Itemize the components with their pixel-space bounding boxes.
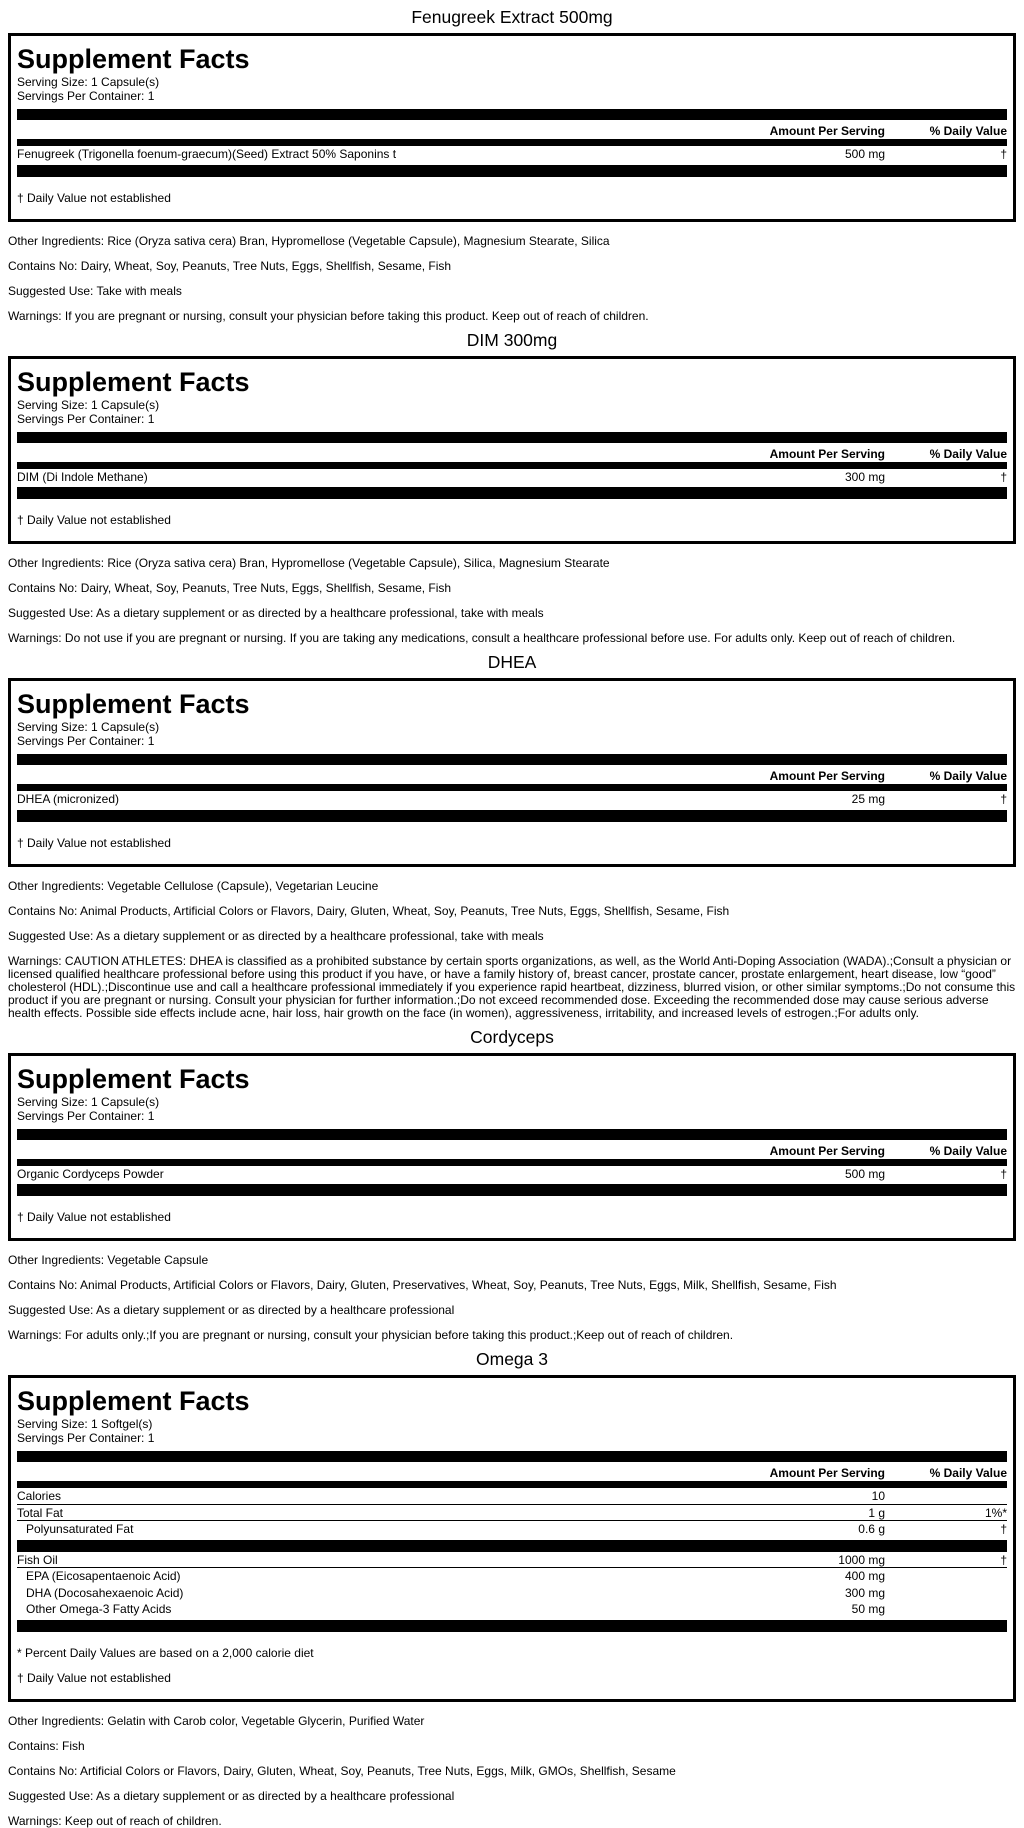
other-ingredients: Other Ingredients: Vegetable Capsule <box>8 1253 209 1267</box>
daily-value-header: % Daily Value <box>929 446 1007 461</box>
nutrient-name: Organic Cordyceps Powder <box>17 1166 164 1181</box>
warnings: Warnings: If you are pregnant or nursing, consult your physician before taking this product. Keep out of reach of children. <box>8 308 649 323</box>
warnings: Warnings: Keep out of reach of children. <box>8 1813 222 1828</box>
servings-per-container: Servings Per Container: 1 <box>17 734 155 748</box>
nutrient-dv: 1%* <box>984 1505 1007 1520</box>
suggested-use: Suggested Use: As a dietary supplement or as directed by a healthcare professional, take with meals <box>8 606 544 620</box>
product-info <box>8 880 1016 1020</box>
product-dhea <box>8 645 1016 1020</box>
amount-per-serving-header: Amount Per Serving <box>769 124 885 138</box>
nutrient-row <box>17 1568 1007 1585</box>
suggested-use: Suggested Use: As a dietary supplement or as directed by a healthcare professional, take with meals <box>8 928 544 943</box>
servings-per-container: Servings Per Container: 1 <box>17 89 155 103</box>
divider-bar <box>17 1159 1007 1166</box>
facts-heading: Supplement Facts <box>17 1063 250 1094</box>
product-info <box>8 235 1016 323</box>
dv-footnote: † Daily Value not established <box>17 1670 171 1685</box>
nutrient-dv: † <box>1000 792 1007 806</box>
nutrient-row <box>17 1488 1007 1505</box>
suggested-use: Suggested Use: As a dietary supplement or as directed by a healthcare professional <box>8 1303 455 1317</box>
serving-size: Serving Size: 1 Capsule(s) <box>17 720 160 734</box>
contains-no: Contains No: Dairy, Wheat, Soy, Peanuts, Tree Nuts, Eggs, Shellfish, Sesame, Fish <box>8 258 452 273</box>
divider-bar <box>17 462 1007 469</box>
product-omega-3 <box>8 1342 1016 1828</box>
amount-per-serving-header: Amount Per Serving <box>769 769 885 783</box>
daily-value-header: % Daily Value <box>929 124 1007 138</box>
serving-size: Serving Size: 1 Softgel(s) <box>17 1417 153 1431</box>
nutrient-dv: † <box>1000 147 1007 161</box>
nutrient-dv: † <box>1000 1166 1007 1181</box>
contains: Contains: Fish <box>8 1738 85 1753</box>
supplement-facts-panel <box>8 33 1016 222</box>
serving-size: Serving Size: 1 Capsule(s) <box>17 397 160 412</box>
suggested-use: Suggested Use: As a dietary supplement or as directed by a healthcare professional <box>8 1788 455 1803</box>
facts-heading: Supplement Facts <box>17 366 250 397</box>
suggested-use: Suggested Use: Take with meals <box>8 283 182 298</box>
product-title: Omega 3 <box>476 1349 548 1369</box>
dv-footnote: † Daily Value not established <box>17 1210 171 1224</box>
nutrient-amount: 300 mg <box>844 469 885 484</box>
nutrient-row <box>17 791 1007 808</box>
divider-bar <box>17 1620 1007 1632</box>
supplement-facts-panel <box>8 356 1016 545</box>
product-cordyceps <box>8 1020 1016 1343</box>
nutrient-amount: 500 mg <box>844 1166 885 1181</box>
facts-heading: Supplement Facts <box>17 44 250 74</box>
product-title: DIM 300mg <box>466 329 558 350</box>
product-dim <box>8 323 1016 646</box>
nutrient-row <box>17 1505 1007 1522</box>
product-title: Fenugreek Extract 500mg <box>411 7 613 27</box>
divider-bar <box>17 810 1007 822</box>
nutrient-dv <box>885 1568 1007 1585</box>
facts-heading: Supplement Facts <box>17 689 250 719</box>
nutrient-amount: 50 mg <box>851 1602 885 1616</box>
nutrient-row <box>17 1585 1007 1602</box>
divider-bar <box>17 784 1007 791</box>
nutrient-name: Other Omega-3 Fatty Acids <box>26 1602 172 1616</box>
nutrient-row <box>17 1521 1007 1538</box>
nutrient-amount: 300 mg <box>844 1585 885 1600</box>
contains-no: Contains No: Artificial Colors or Flavors, Dairy, Gluten, Wheat, Soy, Peanuts, Tree Nuts, Eggs, Milk, GMOs, Shellfish, Sesame <box>8 1763 676 1778</box>
contains-no: Contains No: Animal Products, Artificial Colors or Flavors, Dairy, Gluten, Preservatives, Wheat, Soy, Peanuts, Tree Nuts, Eggs, Milk, Shellfish, Sesame, Fish <box>8 1278 837 1292</box>
other-ingredients: Other Ingredients: Rice (Oryza sativa cera) Bran, Hypromellose (Vegetable Capsule), Silica, Magnesium Stearate <box>8 556 610 570</box>
contains-no: Contains No: Dairy, Wheat, Soy, Peanuts, Tree Nuts, Eggs, Shellfish, Sesame, Fish <box>8 581 452 595</box>
nutrient-amount: 10 <box>871 1489 885 1503</box>
divider-bar <box>17 1540 1007 1552</box>
amount-per-serving-header: Amount Per Serving <box>769 446 885 461</box>
nutrient-row <box>17 1166 1007 1183</box>
daily-value-header: % Daily Value <box>929 1143 1007 1158</box>
nutrient-amount: 500 mg <box>844 147 885 161</box>
divider-bar <box>17 109 1007 120</box>
facts-column-header <box>17 123 1007 139</box>
nutrient-amount: 1 g <box>868 1505 885 1520</box>
nutrient-name: DIM (Di Indole Methane) <box>17 469 148 484</box>
nutrient-amount: 1000 mg <box>838 1552 885 1567</box>
dv-footnote: † Daily Value not established <box>17 835 171 850</box>
supplement-facts-panel <box>8 678 1016 867</box>
divider-bar <box>17 487 1007 499</box>
nutrient-name: Total Fat <box>17 1505 64 1520</box>
daily-value-header: % Daily Value <box>929 769 1007 783</box>
servings-per-container: Servings Per Container: 1 <box>17 1431 155 1445</box>
divider-bar <box>17 432 1007 443</box>
nutrient-row <box>17 146 1007 163</box>
serving-size: Serving Size: 1 Capsule(s) <box>17 1094 160 1109</box>
daily-value-header: % Daily Value <box>929 1466 1007 1480</box>
nutrient-amount: 400 mg <box>844 1569 885 1583</box>
divider-bar <box>17 1481 1007 1488</box>
supplement-facts-panel <box>8 1375 1016 1702</box>
supplement-facts-panel <box>8 1053 1016 1242</box>
nutrient-dv <box>885 1585 1007 1602</box>
divider-bar <box>17 1129 1007 1140</box>
divider-bar <box>17 165 1007 177</box>
servings-per-container: Servings Per Container: 1 <box>17 411 155 426</box>
facts-column-header <box>17 1465 1007 1481</box>
product-info <box>8 1254 1016 1342</box>
product-title: DHEA <box>487 652 537 672</box>
servings-per-container: Servings Per Container: 1 <box>17 1108 155 1123</box>
nutrient-name: EPA (Eicosapentaenoic Acid) <box>26 1569 181 1583</box>
divider-bar <box>17 754 1007 765</box>
product-info <box>8 557 1016 645</box>
serving-size: Serving Size: 1 Capsule(s) <box>17 75 160 89</box>
facts-heading: Supplement Facts <box>17 1386 250 1416</box>
percent-dv-footnote: * Percent Daily Values are based on a 2,000 calorie diet <box>17 1645 314 1660</box>
dv-footnote: † Daily Value not established <box>17 190 171 205</box>
nutrient-row <box>17 1601 1007 1618</box>
product-fenugreek <box>8 0 1016 323</box>
facts-column-header <box>17 446 1007 462</box>
nutrient-name: DHEA (micronized) <box>17 792 120 806</box>
product-title: Cordyceps <box>470 1026 554 1047</box>
other-ingredients: Other Ingredients: Vegetable Cellulose (Capsule), Vegetarian Leucine <box>8 878 379 893</box>
nutrient-dv: † <box>1000 469 1007 484</box>
warnings: Warnings: CAUTION ATHLETES: DHEA is classified as a prohibited substance by certain sports organizations, as well, as the World Anti-Doping Association (WADA).;Consult a physician or licensed qualified healthcare professional before using this product if you have, or have a family history of, breast cancer, prostate cancer, prostate enlargement, heart disease, low “good” cholesterol (HDL).;Discontinue use and call a healthcare professional immediately if you experience rapid heartbeat, dizziness, blurred vision, or other similar symptoms.;Do not consume this product if you are pregnant or nursing. Consult your physician for further information.;Do not exceed recommended dose. Exceeding the recommended dose may cause serious adverse health effects. Possible side effects include acne, hair loss, hair growth on the face (in women), aggressiveness, irritability, and increased levels of estrogen.;For adults only. <box>8 953 1016 1020</box>
other-ingredients: Other Ingredients: Gelatin with Carob color, Vegetable Glycerin, Purified Water <box>8 1713 425 1728</box>
divider-bar <box>17 1451 1007 1462</box>
divider-bar <box>17 139 1007 146</box>
facts-column-header <box>17 768 1007 784</box>
product-info <box>8 1715 1016 1828</box>
amount-per-serving-header: Amount Per Serving <box>769 1143 885 1158</box>
nutrient-name: Fish Oil <box>17 1552 58 1567</box>
amount-per-serving-header: Amount Per Serving <box>769 1466 885 1480</box>
nutrient-dv <box>885 1488 1007 1504</box>
contains-no: Contains No: Animal Products, Artificial Colors or Flavors, Dairy, Gluten, Wheat, Soy, Peanuts, Tree Nuts, Eggs, Shellfish, Sesame, Fish <box>8 903 730 918</box>
divider-bar <box>17 1184 1007 1196</box>
nutrient-name: Fenugreek (Trigonella foenum-graecum)(Seed) Extract 50% Saponins t <box>17 147 397 161</box>
nutrient-dv <box>885 1601 1007 1618</box>
other-ingredients: Other Ingredients: Rice (Oryza sativa cera) Bran, Hypromellose (Vegetable Capsule), Magnesium Stearate, Silica <box>8 233 610 248</box>
nutrient-name: Calories <box>17 1489 62 1503</box>
facts-column-header <box>17 1143 1007 1159</box>
nutrient-amount: 0.6 g <box>858 1522 885 1536</box>
nutrient-row <box>17 469 1007 486</box>
nutrient-dv: † <box>1000 1552 1007 1567</box>
warnings: Warnings: For adults only.;If you are pregnant or nursing, consult your physician before taking this product.;Keep out of reach of children. <box>8 1328 734 1342</box>
warnings: Warnings: Do not use if you are pregnant or nursing. If you are taking any medications, consult a healthcare professional before use. For adults only. Keep out of reach of children. <box>8 631 956 645</box>
nutrient-name: Polyunsaturated Fat <box>26 1522 134 1536</box>
nutrient-dv: † <box>1000 1522 1007 1536</box>
dv-footnote: † Daily Value not established <box>17 513 171 527</box>
nutrient-row <box>17 1552 1007 1569</box>
nutrient-name: DHA (Docosahexaenoic Acid) <box>26 1585 184 1600</box>
nutrient-amount: 25 mg <box>851 792 885 806</box>
